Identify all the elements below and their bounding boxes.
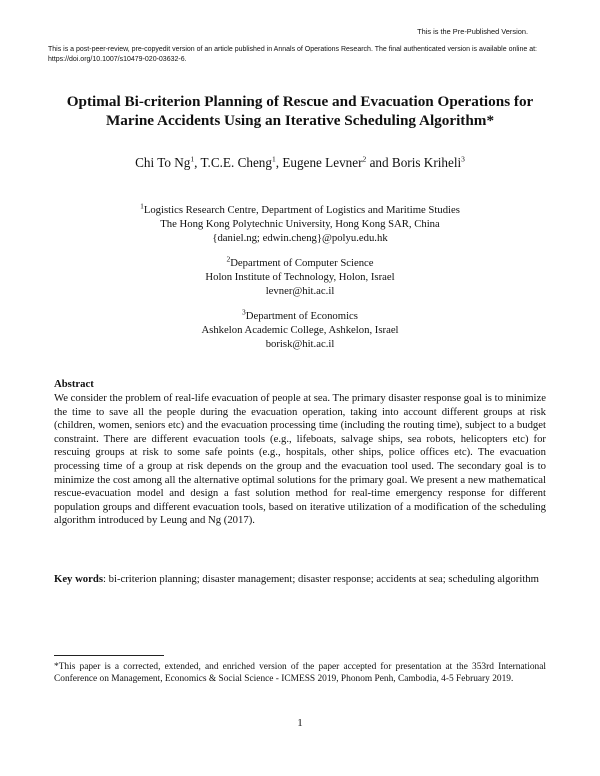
author-separator: and (366, 155, 392, 170)
author-name: Eugene Levner (282, 155, 363, 170)
publication-notice: This is a post-peer-review, pre-copyedit version of an article published in Annals of Operations Research. The final authenticated version is available online at: https://doi.org/10.1007/s10479-020-03632-6. (48, 46, 537, 63)
author-affiliation-mark: 2 (362, 154, 367, 164)
affiliation-mark: 1 (140, 201, 144, 211)
footnote: *This paper is a corrected, extended, and enriched version of the paper accepted for presentation at the 353rd International Conference on Management, Economics & Social Science - ICMESS 2019, Phonom Penh, Cambodia, 4-5 February 2019. (54, 662, 546, 685)
abstract-body: We consider the problem of real-life evacuation of people at sea. The primary disaster response goal is to minimize the time to save all the people during the evacuation operation, taking into account different groups at risk (children, women, seniors etc) and the evacuation processing time (including the routing time), subject to a budget constraint. There are different evacuation tools (e.g., lifeboats, salvage ships, sea robots, helicopters etc) for rescuing groups at risk to some safe points (e.g., hospitals, other ships, police offices etc). The evacuation processing time of a group at risk depends on the group and the evacuation tool used. The secondary goal is to minimize the cost among all the alternative optimal solutions for the primary goal. We present a new mathematical rescue-evacuation model and design a fast solution method for real-time emergency response for different population groups and different evacuation tools, based on iterative utilization of a modification of the scheduling algorithm introduced by Leung and Ng (2017). (54, 392, 546, 527)
author-separator: , (194, 155, 201, 170)
author-name: T.C.E. Cheng (200, 155, 272, 170)
affiliation-department: Logistics Research Centre, Department of Logistics and Maritime Studies (143, 204, 460, 216)
affiliation-email: {daniel.ng; edwin.cheng}@polyu.edu.hk (212, 232, 388, 245)
paper-title-line-2: Marine Accidents Using an Iterative Scheduling Algorithm* (105, 112, 495, 129)
author-affiliation-mark: 3 (461, 154, 465, 164)
affiliation-institution: The Hong Kong Polytechnic University, Hong Kong SAR, China (160, 218, 440, 231)
affiliation-institution: Ashkelon Academic College, Ashkelon, Israel (201, 324, 399, 337)
author-name: Boris Kriheli (391, 155, 462, 170)
affiliation-mark: 2 (226, 254, 231, 264)
affiliation-block (0, 256, 600, 299)
affiliation-block (0, 203, 600, 246)
keywords-label: Key words (54, 573, 103, 585)
affiliation-email: levner@hit.ac.il (265, 285, 335, 298)
author-name: Chi To Ng (135, 155, 191, 170)
abstract-heading: Abstract (54, 378, 94, 390)
author-affiliation-mark: 1 (272, 154, 276, 164)
paper-title-line-1: Optimal Bi-criterion Planning of Rescue and Evacuation Operations for (66, 93, 534, 110)
author-list (0, 155, 600, 171)
author-separator: , (275, 155, 283, 170)
affiliation-email: borisk@hit.ac.il (265, 338, 335, 351)
keywords-text: : bi-criterion planning; disaster management; disaster response; accidents at sea; scheduling algorithm (102, 573, 539, 585)
paper-title (40, 92, 560, 130)
affiliation-institution: Holon Institute of Technology, Holon, Israel (205, 271, 395, 284)
affiliation-department: Department of Computer Science (230, 257, 374, 269)
footnote-divider (54, 655, 164, 656)
affiliation-block (0, 309, 600, 352)
page-number: 1 (297, 717, 303, 729)
affiliation-mark: 3 (242, 307, 246, 317)
affiliation-department: Department of Economics (245, 310, 358, 322)
pre-published-note: This is the Pre-Published Version. (417, 27, 528, 36)
keywords-paragraph (54, 572, 546, 586)
author-affiliation-mark: 1 (190, 154, 195, 164)
